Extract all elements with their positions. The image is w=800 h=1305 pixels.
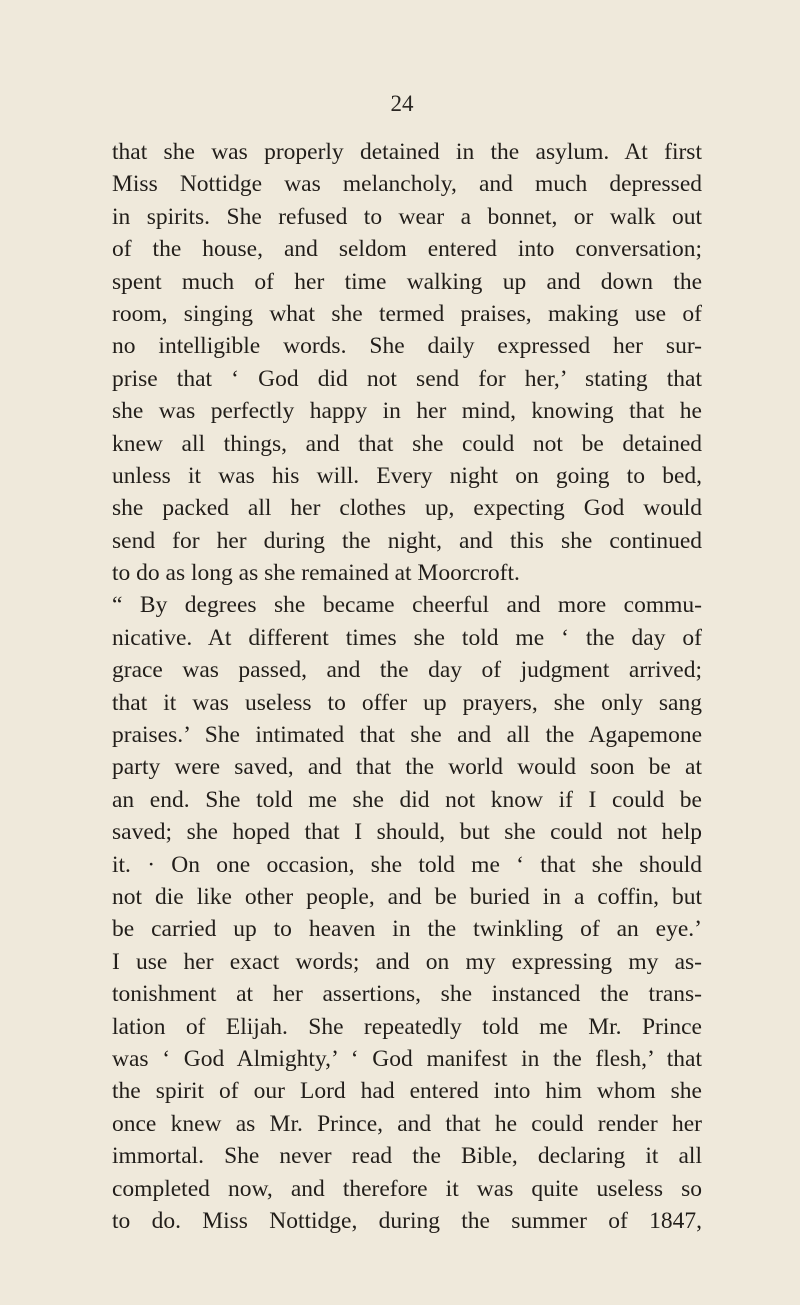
text-line: praises.’ She intimated that she and all the Agapemone — [112, 722, 702, 749]
text-line: spent much of her time walking up and down the — [112, 268, 702, 295]
text-line: she packed all her clothes up, expecting God would — [112, 495, 702, 522]
text-line: unless it was his will. Every night on going to bed, — [112, 462, 702, 489]
text-line: be carried up to heaven in the twinkling of an eye.’ — [112, 916, 702, 943]
text-line: party were saved, and that the world would soon be at — [112, 754, 702, 781]
text-line: to do. Miss Nottidge, during the summer of 1847, — [112, 1207, 702, 1234]
text-line: that it was useless to offer up prayers, she only sang — [112, 689, 702, 716]
text-line: send for her during the night, and this she continued — [112, 527, 702, 554]
text-line: the spirit of our Lord had entered into him whom she — [112, 1078, 702, 1105]
text-line: completed now, and therefore it was quite useless so — [112, 1175, 702, 1202]
text-line: of the house, and seldom entered into conversation; — [112, 236, 702, 263]
text-line: nicative. At different times she told me ‘ the day of — [112, 624, 702, 651]
text-line: tonishment at her assertions, she instanced the trans- — [112, 981, 702, 1008]
text-line: once knew as Mr. Prince, and that he could render her — [112, 1110, 702, 1137]
text-line: no intelligible words. She daily expressed her sur- — [112, 333, 702, 360]
text-line: in spirits. She refused to wear a bonnet, or walk out — [112, 203, 702, 230]
text-line: lation of Elijah. She repeatedly told me Mr. Prince — [112, 1013, 702, 1040]
body-text — [112, 136, 702, 1237]
text-line: that she was properly detained in the asylum. At first — [112, 139, 702, 165]
text-line: not die like other people, and be buried in a coffin, but — [112, 883, 702, 910]
text-line: an end. She told me she did not know if I could be — [112, 786, 702, 813]
text-line: saved; she hoped that I should, but she could not help — [112, 819, 702, 846]
page-number: 24 — [390, 91, 414, 116]
text-line: knew all things, and that she could not be detained — [112, 430, 702, 457]
text-line: it. · On one occasion, she told me ‘ that she should — [112, 851, 702, 878]
text-line: she was perfectly happy in her mind, knowing that he — [112, 398, 702, 425]
text-line: I use her exact words; and on my expressing my as- — [112, 948, 702, 975]
text-line: to do as long as she remained at Moorcroft. — [112, 560, 520, 587]
text-line: Miss Nottidge was melancholy, and much depressed — [112, 171, 702, 198]
text-line: grace was passed, and the day of judgment arrived; — [112, 657, 702, 684]
text-line: prise that ‘ God did not send for her,’ stating that — [112, 365, 702, 392]
text-line: was ‘ God Almighty,’ ‘ God manifest in the flesh,’ that — [112, 1045, 702, 1072]
text-line: “ By degrees she became cheerful and more commu- — [112, 592, 702, 619]
text-line: immortal. She never read the Bible, declaring it all — [112, 1143, 702, 1170]
text-line: room, singing what she termed praises, making use of — [112, 300, 702, 327]
